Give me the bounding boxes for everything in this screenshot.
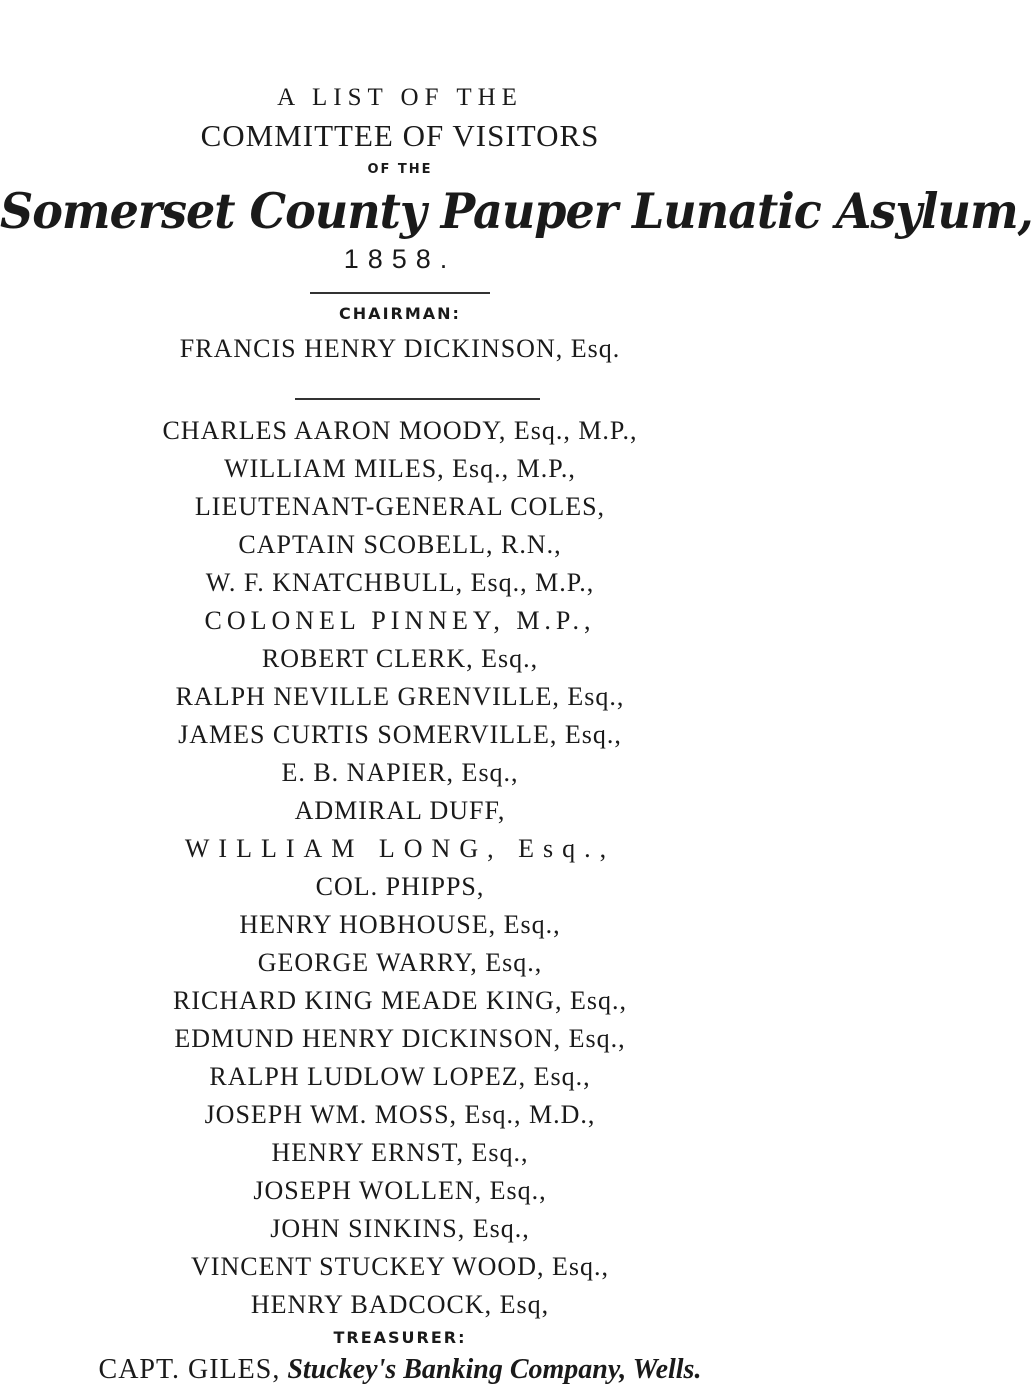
member-line: EDMUND HENRY DICKINSON, Esq., — [174, 1024, 626, 1053]
member-line: JOHN SINKINS, Esq., — [270, 1214, 530, 1243]
member-line: CAPTAIN SCOBELL, R.N., — [238, 530, 562, 559]
member-line: JAMES CURTIS SOMERVILLE, Esq., — [178, 720, 622, 749]
member-line: W. F. KNATCHBULL, Esq., M.P., — [205, 568, 595, 597]
member-line: JOSEPH WM. MOSS, Esq., M.D., — [204, 1100, 596, 1129]
member-line: HENRY ERNST, Esq., — [271, 1138, 529, 1167]
member-line: COLONEL PINNEY, M.P., — [204, 606, 596, 635]
member-line: HENRY HOBHOUSE, Esq., — [239, 910, 561, 939]
divider-rule-bottom — [295, 398, 540, 400]
member-line: WILLIAM MILES, Esq., M.P., — [224, 454, 576, 483]
heading-committee: COMMITTEE OF VISITORS — [200, 118, 600, 153]
treasurer-name: CAPT. GILES, — [98, 1354, 281, 1385]
heading-list-of: A LIST OF THE — [277, 84, 523, 111]
member-line: E. B. NAPIER, Esq., — [281, 758, 519, 787]
chairman-label: CHAIRMAN: — [339, 304, 461, 323]
heading-asylum-name: Somerset County Pauper Lunatic Asylum, — [0, 182, 1033, 240]
treasurer-bank: Stuckey's Banking Company, Wells. — [287, 1354, 702, 1385]
member-line: HENRY BADCOCK, Esq, — [250, 1290, 550, 1319]
member-line: JOSEPH WOLLEN, Esq., — [253, 1176, 547, 1205]
member-line: VINCENT STUCKEY WOOD, Esq., — [191, 1252, 609, 1281]
member-line: WILLIAM LONG, Esq., — [184, 834, 616, 863]
member-line: CHARLES AARON MOODY, Esq., M.P., — [162, 416, 638, 445]
member-line: RALPH NEVILLE GRENVILLE, Esq., — [175, 682, 625, 711]
member-line: LIEUTENANT-GENERAL COLES, — [194, 492, 606, 521]
treasurer-label: TREASURER: — [333, 1328, 467, 1347]
member-line: ROBERT CLERK, Esq., — [261, 644, 539, 673]
heading-of-the: OF THE — [367, 162, 433, 177]
member-line: COL. PHIPPS, — [315, 872, 485, 901]
member-line: RICHARD KING MEADE KING, Esq., — [173, 986, 627, 1015]
member-line: RALPH LUDLOW LOPEZ, Esq., — [209, 1062, 591, 1091]
divider-rule-top — [310, 292, 490, 294]
treasurer-line — [0, 1354, 800, 1386]
chairman-name: FRANCIS HENRY DICKINSON, Esq. — [179, 334, 621, 363]
member-line: ADMIRAL DUFF, — [294, 796, 506, 825]
member-line: GEORGE WARRY, Esq., — [257, 948, 543, 977]
year: 1858. — [343, 244, 457, 274]
